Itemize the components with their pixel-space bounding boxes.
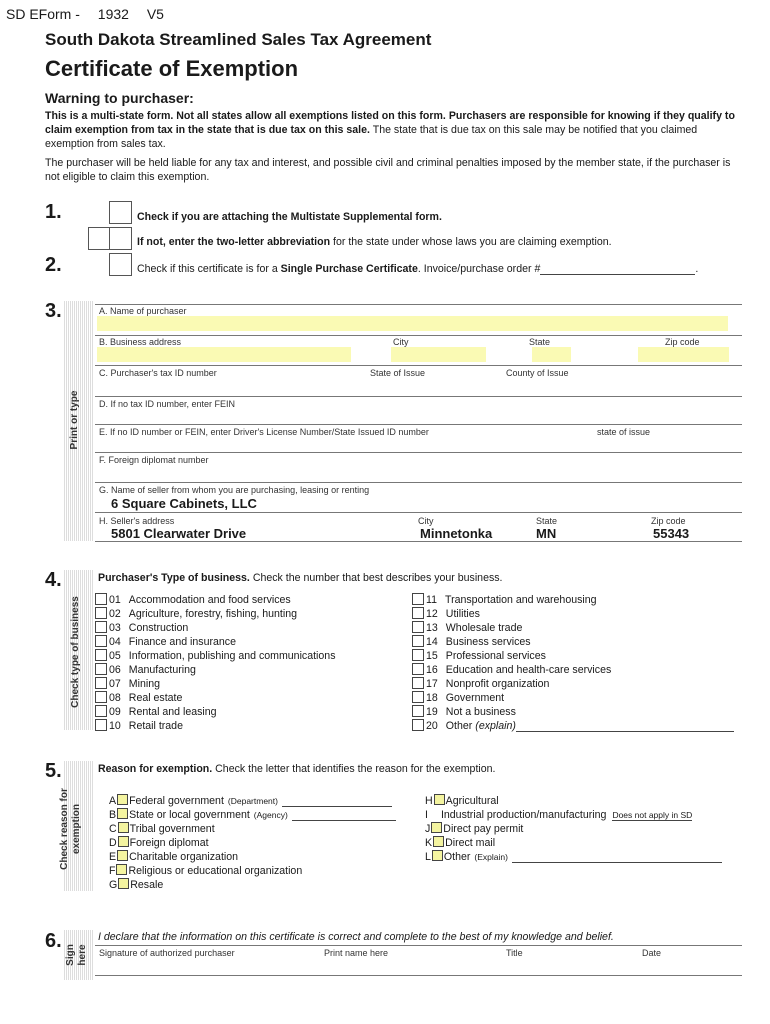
reason-checkbox[interactable] bbox=[433, 836, 444, 847]
business-type-label: Government bbox=[445, 692, 505, 704]
reason-heading bbox=[98, 763, 495, 775]
business-type-label: Education and health-care services bbox=[445, 664, 612, 676]
business-type-number: 09 bbox=[109, 706, 121, 718]
reason-checkbox[interactable] bbox=[118, 822, 129, 833]
business-type-label: Construction bbox=[128, 622, 189, 634]
print-name-label: Print name here bbox=[324, 948, 389, 958]
state-abbrev-box-2[interactable] bbox=[109, 227, 132, 250]
business-type-option[interactable] bbox=[412, 691, 504, 704]
date-label: Date bbox=[642, 948, 662, 958]
business-type-checkbox[interactable] bbox=[412, 719, 424, 731]
reason-letter: E bbox=[109, 851, 117, 863]
form-id-label: SD EForm - bbox=[6, 6, 80, 22]
warning-heading: Warning to purchaser: bbox=[45, 90, 194, 106]
single-purchase-text-bold: Single Purchase Certificate bbox=[280, 263, 418, 275]
business-type-option[interactable] bbox=[95, 663, 196, 676]
other-explain-note: (explain) bbox=[475, 720, 516, 732]
city-input[interactable] bbox=[391, 347, 486, 362]
seller-zip-label: Zip code bbox=[651, 516, 686, 526]
reason-letter: C bbox=[109, 823, 117, 835]
zip-label: Zip code bbox=[665, 337, 700, 347]
reason-option[interactable] bbox=[425, 822, 523, 835]
business-type-number: 20 bbox=[426, 720, 438, 732]
business-type-label: Retail trade bbox=[128, 720, 183, 732]
business-type-checkbox[interactable] bbox=[95, 635, 107, 647]
reason-note: (Department) bbox=[227, 796, 278, 806]
seller-city-value: Minnetonka bbox=[420, 526, 493, 541]
business-type-checkbox[interactable] bbox=[412, 635, 424, 647]
business-type-option[interactable] bbox=[412, 607, 480, 620]
business-type-label: Transportation and warehousing bbox=[445, 594, 597, 606]
signature-label: Signature of authorized purchaser bbox=[99, 948, 235, 958]
reason-label: Religious or educational organization bbox=[128, 865, 303, 877]
business-type-number: 07 bbox=[109, 678, 121, 690]
reason-detail-field[interactable] bbox=[282, 806, 392, 807]
print-or-type-label: Print or type bbox=[69, 390, 80, 450]
business-type-option[interactable] bbox=[95, 593, 291, 606]
business-type-number: 06 bbox=[109, 664, 121, 676]
reason-detail-field[interactable] bbox=[292, 820, 396, 821]
reason-label: Charitable organization bbox=[129, 851, 239, 863]
business-type-checkbox[interactable] bbox=[412, 607, 424, 619]
state-abbrev-label-bold: If not, enter the two-letter abbreviation bbox=[137, 236, 331, 248]
single-purchase-label bbox=[137, 263, 698, 275]
business-type-option[interactable] bbox=[412, 705, 516, 718]
state-abbrev-label-rest: for the state under whose laws you are claiming exemption. bbox=[333, 236, 612, 248]
business-type-heading bbox=[98, 572, 503, 584]
signature-row-input[interactable] bbox=[95, 958, 742, 975]
purchaser-name-label: A. Name of purchaser bbox=[99, 306, 187, 316]
business-type-number: 11 bbox=[426, 594, 437, 606]
business-type-label: Accommodation and food services bbox=[128, 594, 291, 606]
reason-letter: G bbox=[109, 879, 118, 891]
form-subtitle: South Dakota Streamlined Sales Tax Agreement bbox=[45, 30, 432, 49]
reason-label: Agricultural bbox=[445, 795, 499, 807]
reason-label: Other bbox=[443, 851, 471, 863]
reason-letter: K bbox=[425, 837, 433, 849]
reason-checkbox[interactable] bbox=[116, 864, 127, 875]
business-type-label: Professional services bbox=[445, 650, 546, 662]
business-type-checkbox[interactable] bbox=[95, 649, 107, 661]
section-1-number: 1. bbox=[45, 201, 62, 223]
seller-name-label: G. Name of seller from whom you are purchasing, leasing or renting bbox=[99, 485, 370, 495]
business-type-label: Finance and insurance bbox=[128, 636, 236, 648]
business-type-option[interactable] bbox=[412, 635, 531, 648]
zip-input[interactable] bbox=[638, 347, 729, 362]
business-type-checkbox[interactable] bbox=[95, 705, 107, 717]
business-type-number: 17 bbox=[426, 678, 438, 690]
reason-checkbox[interactable] bbox=[117, 794, 128, 805]
business-type-label: Wholesale trade bbox=[445, 622, 523, 634]
reason-option[interactable] bbox=[425, 808, 692, 821]
seller-state-value: MN bbox=[536, 526, 557, 541]
business-type-label: Not a business bbox=[445, 706, 516, 718]
reason-checkbox[interactable] bbox=[117, 808, 128, 819]
reason-letter: B bbox=[109, 809, 117, 821]
warning-normal-text: The state that is due tax on this sale may be notified that you claimed exemption from sales tax. bbox=[45, 124, 698, 150]
state-input[interactable] bbox=[532, 347, 571, 362]
reason-label: Resale bbox=[130, 879, 164, 891]
business-type-label: Rental and leasing bbox=[128, 706, 217, 718]
state-label: State bbox=[529, 337, 551, 347]
business-type-option[interactable] bbox=[412, 663, 611, 676]
business-type-checkbox[interactable] bbox=[95, 621, 107, 633]
reason-label: Industrial production/manufacturing bbox=[440, 809, 607, 821]
invoice-number-field[interactable] bbox=[540, 274, 695, 275]
reason-option[interactable] bbox=[109, 794, 392, 807]
other-reason-explain-field[interactable] bbox=[512, 862, 722, 863]
state-of-issue-label: State of Issue bbox=[370, 368, 426, 378]
reason-checkbox[interactable] bbox=[431, 822, 442, 833]
business-type-label: Business services bbox=[445, 636, 531, 648]
check-reason-label bbox=[59, 784, 85, 874]
business-type-label: Agriculture, forestry, fishing, hunting bbox=[128, 608, 298, 620]
section-5-number: 5. bbox=[45, 760, 62, 782]
reason-heading-bold: Reason for exemption. bbox=[98, 763, 213, 775]
form-id bbox=[6, 6, 178, 22]
business-type-option[interactable] bbox=[412, 621, 522, 634]
form-version: V5 bbox=[146, 6, 164, 22]
reason-label: Foreign diplomat bbox=[129, 837, 209, 849]
business-type-checkbox[interactable] bbox=[95, 663, 107, 675]
business-type-number: 04 bbox=[109, 636, 121, 648]
section-6-number: 6. bbox=[45, 930, 62, 952]
reason-option[interactable] bbox=[109, 808, 396, 821]
diplomat-number-label: F. Foreign diplomat number bbox=[99, 455, 209, 465]
business-type-label: Nonprofit organization bbox=[445, 678, 550, 690]
section-4-number: 4. bbox=[45, 569, 62, 591]
business-type-option[interactable] bbox=[95, 635, 236, 648]
business-type-checkbox[interactable] bbox=[95, 719, 107, 731]
other-business-explain-field[interactable] bbox=[516, 731, 734, 732]
reason-letter: A bbox=[109, 795, 117, 807]
state-abbrev-label bbox=[137, 236, 612, 248]
sign-here-label bbox=[65, 933, 91, 977]
reason-label: Federal government bbox=[129, 795, 224, 807]
reason-letter: J bbox=[425, 823, 431, 835]
tax-id-label: C. Purchaser's tax ID number bbox=[99, 368, 217, 378]
sign-here-label-line-2: here bbox=[77, 944, 88, 966]
seller-city-label: City bbox=[418, 516, 434, 526]
reason-option[interactable] bbox=[109, 822, 215, 835]
business-type-number: 19 bbox=[426, 706, 438, 718]
business-type-label: Information, publishing and communications bbox=[128, 650, 336, 662]
fein-label: D. If no tax ID number, enter FEIN bbox=[99, 399, 236, 409]
business-type-checkbox[interactable] bbox=[412, 677, 424, 689]
supplemental-form-label: Check if you are attaching the Multistate Supplemental form. bbox=[137, 211, 442, 223]
business-type-checkbox[interactable] bbox=[412, 663, 424, 675]
reason-letter: L bbox=[425, 851, 431, 863]
reason-label: Tribal government bbox=[129, 823, 215, 835]
reason-option[interactable] bbox=[109, 864, 302, 877]
sign-here-label-line-1: Sign bbox=[65, 944, 76, 966]
business-type-number: 08 bbox=[109, 692, 121, 704]
supplemental-form-checkbox[interactable] bbox=[109, 201, 132, 224]
business-type-number: 18 bbox=[426, 692, 438, 704]
state-abbrev-box-1[interactable] bbox=[88, 227, 110, 250]
reason-option[interactable] bbox=[109, 850, 238, 863]
reason-letter: H bbox=[425, 795, 433, 807]
other-reason-note: (Explain) bbox=[474, 852, 508, 862]
reason-option[interactable] bbox=[425, 836, 495, 849]
business-type-heading-bold: Purchaser's Type of business. bbox=[98, 572, 250, 584]
sd-note: Does not apply in SD bbox=[612, 810, 693, 820]
reason-option[interactable] bbox=[425, 850, 722, 863]
single-purchase-text-pre: Check if this certificate is for a bbox=[137, 263, 278, 275]
business-type-number: 10 bbox=[109, 720, 121, 732]
liability-text: The purchaser will be held liable for any tax and interest, and possible civil and criminal penalties imposed by the member state, if the purchaser is not eligible to claim this exemption. bbox=[45, 157, 731, 183]
business-type-number: 13 bbox=[426, 622, 438, 634]
business-type-option[interactable] bbox=[95, 649, 336, 662]
check-reason-label-line-1: Check reason for bbox=[59, 788, 70, 870]
reason-option[interactable] bbox=[109, 836, 209, 849]
reason-note: (Agency) bbox=[253, 810, 288, 820]
business-type-option[interactable] bbox=[412, 593, 597, 606]
county-of-issue-label: County of Issue bbox=[506, 368, 569, 378]
reason-option[interactable] bbox=[425, 794, 499, 807]
business-type-option[interactable] bbox=[95, 719, 183, 732]
business-type-number: 16 bbox=[426, 664, 438, 676]
business-type-checkbox[interactable] bbox=[95, 677, 107, 689]
form-number: 1932 bbox=[97, 6, 129, 22]
reason-checkbox[interactable] bbox=[432, 850, 443, 861]
section-2-number: 2. bbox=[45, 254, 62, 276]
seller-address-value: 5801 Clearwater Drive bbox=[111, 526, 247, 541]
purchaser-name-input[interactable] bbox=[97, 316, 728, 331]
business-type-checkbox[interactable] bbox=[412, 649, 424, 661]
reason-letter: I bbox=[425, 809, 428, 821]
business-type-label: Utilities bbox=[445, 608, 480, 620]
business-type-option[interactable] bbox=[412, 649, 546, 662]
business-type-checkbox[interactable] bbox=[95, 593, 107, 605]
business-type-number: 05 bbox=[109, 650, 121, 662]
declaration-text: I declare that the information on this certificate is correct and complete to the best of my knowledge and belief. bbox=[98, 931, 614, 943]
business-type-number: 01 bbox=[109, 594, 121, 606]
reason-label: Direct pay permit bbox=[443, 823, 524, 835]
business-type-number: 12 bbox=[426, 608, 438, 620]
business-type-option[interactable] bbox=[412, 677, 549, 690]
reason-checkbox[interactable] bbox=[118, 836, 129, 847]
reason-label: State or local government bbox=[129, 809, 250, 821]
business-type-option[interactable] bbox=[95, 607, 297, 620]
reason-option[interactable] bbox=[109, 878, 163, 891]
reason-checkbox[interactable] bbox=[117, 850, 128, 861]
title-label: Title bbox=[506, 948, 523, 958]
business-address-input[interactable] bbox=[97, 347, 351, 362]
business-type-heading-rest: Check the number that best describes your business. bbox=[252, 572, 503, 584]
reason-checkbox[interactable] bbox=[434, 794, 445, 805]
page-title: Certificate of Exemption bbox=[45, 56, 299, 81]
reason-checkbox[interactable] bbox=[118, 878, 129, 889]
reason-label: Direct mail bbox=[445, 837, 496, 849]
business-type-checkbox[interactable] bbox=[95, 691, 107, 703]
seller-zip-value: 55343 bbox=[653, 526, 690, 541]
check-type-of-business-label: Check type of business bbox=[70, 596, 81, 708]
business-type-number: 03 bbox=[109, 622, 121, 634]
single-purchase-checkbox[interactable] bbox=[109, 253, 132, 276]
business-type-checkbox[interactable] bbox=[412, 593, 424, 605]
business-type-label: Mining bbox=[128, 678, 161, 690]
single-purchase-text-end: . bbox=[695, 263, 699, 275]
business-type-label: Manufacturing bbox=[128, 664, 196, 676]
business-type-number: 14 bbox=[426, 636, 438, 648]
business-type-checkbox[interactable] bbox=[412, 621, 424, 633]
business-type-option[interactable] bbox=[412, 719, 734, 732]
business-type-label: Other bbox=[445, 720, 473, 732]
business-type-option[interactable] bbox=[95, 705, 217, 718]
business-type-label: Real estate bbox=[128, 692, 183, 704]
seller-name-value: 6 Square Cabinets, LLC bbox=[111, 496, 257, 511]
single-purchase-text-post: . Invoice/purchase order # bbox=[417, 263, 541, 275]
business-type-option[interactable] bbox=[95, 677, 160, 690]
warning-bold-text: This is a multi-state form. Not all states allow all exemptions listed on this form. Purchasers are responsible for knowing if they qualify to claim exemption from tax in the state that is due tax on this sale. bbox=[45, 110, 735, 136]
warning-text bbox=[45, 109, 745, 151]
business-type-checkbox[interactable] bbox=[412, 705, 424, 717]
business-type-checkbox[interactable] bbox=[95, 607, 107, 619]
business-type-option[interactable] bbox=[95, 621, 188, 634]
business-type-checkbox[interactable] bbox=[412, 691, 424, 703]
dl-state-of-issue-label: state of issue bbox=[597, 427, 651, 437]
city-label: City bbox=[393, 337, 409, 347]
section-3-number: 3. bbox=[45, 300, 62, 322]
reason-heading-rest: Check the letter that identifies the reason for the exemption. bbox=[215, 763, 496, 775]
seller-state-label: State bbox=[536, 516, 558, 526]
business-type-number: 15 bbox=[426, 650, 438, 662]
check-reason-label-line-2: exemption bbox=[71, 804, 82, 855]
seller-address-label: H. Seller's address bbox=[99, 516, 175, 526]
business-type-option[interactable] bbox=[95, 691, 182, 704]
reason-letter: F bbox=[109, 865, 116, 877]
business-address-label: B. Business address bbox=[99, 337, 182, 347]
reason-letter: D bbox=[109, 837, 117, 849]
business-type-number: 02 bbox=[109, 608, 121, 620]
drivers-license-label: E. If no ID number or FEIN, enter Driver's License Number/State Issued ID number bbox=[99, 427, 429, 437]
